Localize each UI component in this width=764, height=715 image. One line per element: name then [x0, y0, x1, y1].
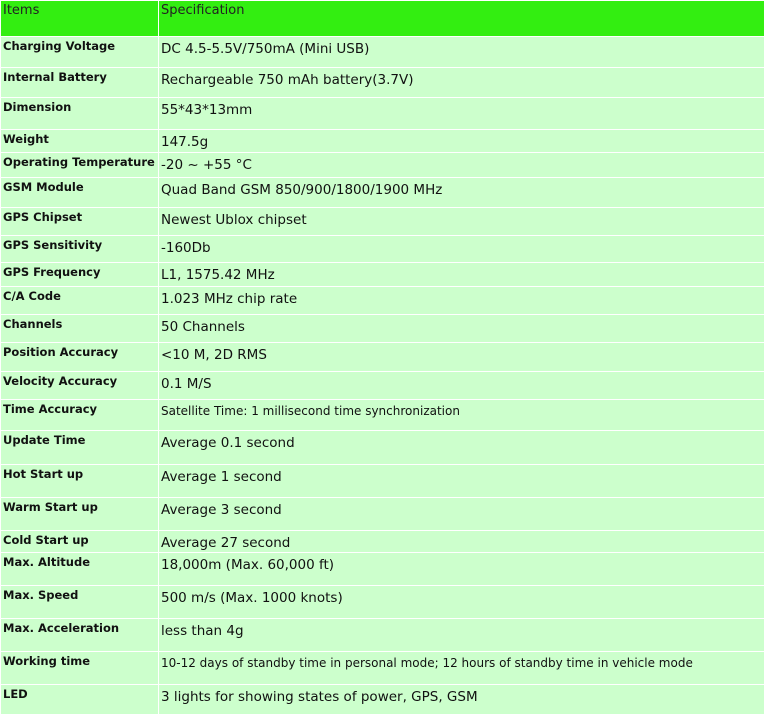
- table-row: [1, 208, 764, 236]
- table-row: [1, 400, 764, 431]
- table-row: [1, 287, 764, 315]
- table-row: [1, 498, 764, 531]
- table-row: [1, 619, 764, 652]
- item-cell: Warm Start up: [1, 498, 159, 531]
- table-row: [1, 586, 764, 619]
- spec-cell: DC 4.5-5.5V/750mA (Mini USB): [159, 37, 764, 68]
- spec-cell: <10 M, 2D RMS: [159, 343, 764, 372]
- item-cell: Max. Speed: [1, 586, 159, 619]
- spec-cell: Satellite Time: 1 millisecond time synchronization: [159, 400, 764, 431]
- table-row: [1, 153, 764, 178]
- table-row: [1, 685, 764, 715]
- item-cell: Max. Altitude: [1, 553, 159, 586]
- item-cell: C/A Code: [1, 287, 159, 315]
- table-row: [1, 343, 764, 372]
- spec-cell: Quad Band GSM 850/900/1800/1900 MHz: [159, 178, 764, 208]
- spec-cell: Average 0.1 second: [159, 431, 764, 465]
- table-row: [1, 130, 764, 153]
- item-cell: Operating Temperature: [1, 153, 159, 178]
- spec-cell: Newest Ublox chipset: [159, 208, 764, 236]
- item-cell: Working time: [1, 652, 159, 685]
- spec-cell: 500 m/s (Max. 1000 knots): [159, 586, 764, 619]
- table-row: [1, 68, 764, 98]
- spec-cell: 1.023 MHz chip rate: [159, 287, 764, 315]
- item-cell: Charging Voltage: [1, 37, 159, 68]
- item-cell: Update Time: [1, 431, 159, 465]
- item-cell: Max. Acceleration: [1, 619, 159, 652]
- table-row: [1, 178, 764, 208]
- spec-cell: 50 Channels: [159, 315, 764, 343]
- table-row: [1, 315, 764, 343]
- item-cell: LED: [1, 685, 159, 715]
- header-specification: Specification: [159, 1, 764, 37]
- table-header-row: [1, 1, 764, 37]
- item-cell: Hot Start up: [1, 465, 159, 498]
- item-cell: Weight: [1, 130, 159, 153]
- table-row: [1, 531, 764, 553]
- spec-cell: less than 4g: [159, 619, 764, 652]
- spec-cell: 147.5g: [159, 130, 764, 153]
- header-items: Items: [1, 1, 159, 37]
- table-row: [1, 431, 764, 465]
- table-row: [1, 37, 764, 68]
- item-cell: Velocity Accuracy: [1, 372, 159, 400]
- table-row: [1, 98, 764, 130]
- item-cell: Dimension: [1, 98, 159, 130]
- spec-cell: L1, 1575.42 MHz: [159, 263, 764, 287]
- item-cell: Position Accuracy: [1, 343, 159, 372]
- table-row: [1, 553, 764, 586]
- table-row: [1, 465, 764, 498]
- item-cell: Cold Start up: [1, 531, 159, 553]
- spec-cell: Rechargeable 750 mAh battery(3.7V): [159, 68, 764, 98]
- item-cell: GPS Frequency: [1, 263, 159, 287]
- item-cell: Time Accuracy: [1, 400, 159, 431]
- spec-cell: -20 ~ +55 °C: [159, 153, 764, 178]
- table-row: [1, 263, 764, 287]
- spec-cell: -160Db: [159, 236, 764, 263]
- table-row: [1, 652, 764, 685]
- item-cell: GPS Sensitivity: [1, 236, 159, 263]
- table-row: [1, 372, 764, 400]
- spec-cell: 3 lights for showing states of power, GPS, GSM: [159, 685, 764, 715]
- spec-cell: 55*43*13mm: [159, 98, 764, 130]
- spec-cell: Average 1 second: [159, 465, 764, 498]
- item-cell: GSM Module: [1, 178, 159, 208]
- item-cell: GPS Chipset: [1, 208, 159, 236]
- item-cell: Internal Battery: [1, 68, 159, 98]
- spec-cell: 0.1 M/S: [159, 372, 764, 400]
- spec-cell: 18,000m (Max. 60,000 ft): [159, 553, 764, 586]
- spec-cell: Average 27 second: [159, 531, 764, 553]
- item-cell: Channels: [1, 315, 159, 343]
- table-row: [1, 236, 764, 263]
- spec-cell: Average 3 second: [159, 498, 764, 531]
- spec-cell: 10-12 days of standby time in personal mode; 12 hours of standby time in vehicle mode: [159, 652, 764, 685]
